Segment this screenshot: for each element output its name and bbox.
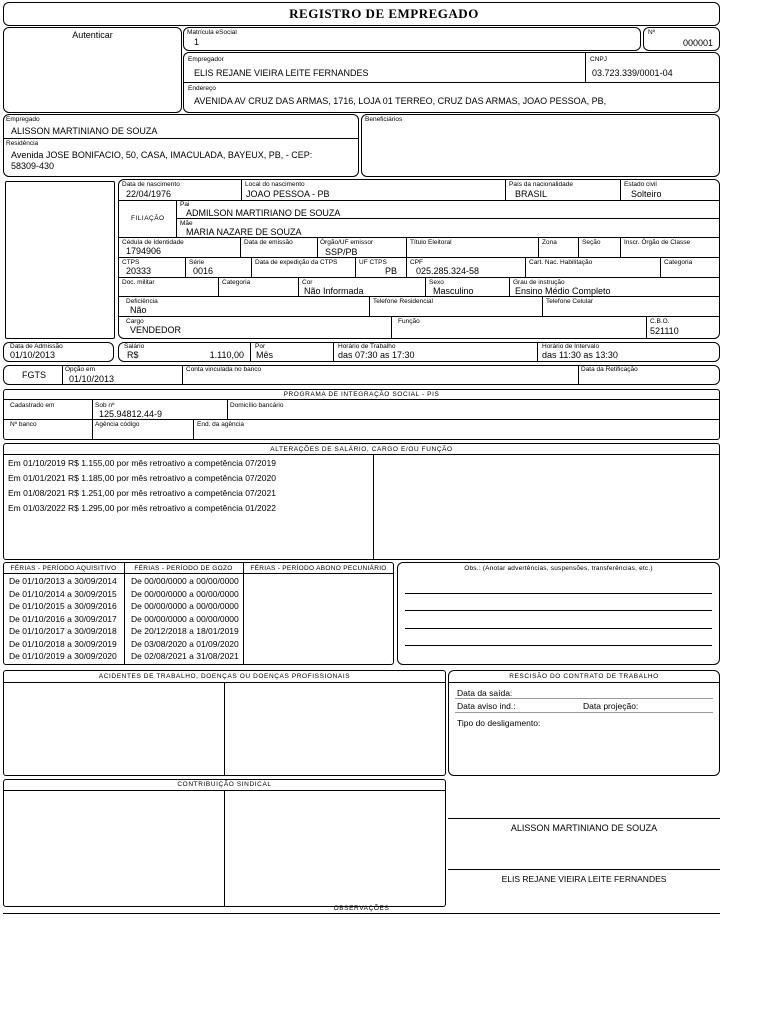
zona-label: Zona	[542, 239, 557, 246]
serie-label: Série	[189, 259, 205, 266]
uf-ctps-value: PB	[385, 266, 398, 276]
titulo-label: Título Eleitoral	[410, 239, 452, 246]
tel-cel-label: Telefone Celular	[546, 298, 593, 305]
obs-box	[397, 562, 720, 665]
sexo-label: Sexo	[429, 279, 444, 286]
ferias-aquisitivo-label: FÉRIAS - PERÍODO AQUISITIVO	[10, 565, 117, 572]
endereco-label: Endereço	[188, 85, 216, 92]
admissao-value: 01/10/2013	[10, 350, 56, 360]
grau-label: Grau de instrução	[513, 279, 565, 286]
ferias-aquisitivo-row: De 01/10/2016 a 30/09/2017	[9, 614, 117, 624]
rescisao-title: RESCISÃO DO CONTRATO DE TRABALHO	[509, 673, 659, 680]
nbanco-label: Nº banco	[10, 421, 37, 428]
estado-civil-label: Estado civil	[624, 181, 657, 188]
sob-value: 125.94812.44-9	[99, 409, 163, 419]
cnh-label: Cart. Nac. Habilitação	[529, 259, 593, 266]
cbo-label: C.B.O.	[650, 318, 670, 325]
categoria-label: Categoria	[664, 259, 693, 266]
horario-value: das 07:30 as 17:30	[338, 350, 415, 360]
local-nasc-label: Local do nascimento	[245, 181, 305, 188]
opcao-label: Opção em	[65, 366, 95, 373]
ferias-aquisitivo-row: De 01/10/2014 a 30/09/2015	[9, 589, 117, 599]
observacoes-title: OBSERVAÇÕES	[333, 905, 390, 912]
pais-label: País da nacionalidade	[509, 181, 573, 188]
sob-label: Sob nº	[95, 402, 115, 409]
matricula-box	[183, 27, 641, 51]
local-nasc-value: JOAO PESSOA - PB	[246, 189, 330, 199]
moeda-value: R$	[127, 350, 139, 360]
rg-value: 1794906	[126, 246, 162, 256]
orgao-label: Órgão/UF emissor	[320, 239, 374, 246]
autenticar-label: Autenticar	[72, 30, 113, 40]
residencia-label: Residência	[6, 140, 39, 147]
alteracoes-title: ALTERAÇÕES DE SALÁRIO, CARGO E/OU FUNÇÃO	[270, 446, 453, 453]
matricula-label: Matrícula eSocial	[187, 29, 237, 36]
emissao-label: Data de emissão	[244, 239, 293, 246]
contribuicao-title: CONTRIBUIÇÃO SINDICAL	[177, 781, 272, 788]
ferias-gozo-row: De 03/08/2020 a 01/09/2020	[131, 639, 239, 649]
orgao-value: SSP/PB	[325, 247, 358, 257]
deficiencia-label: Deficiência	[126, 298, 158, 305]
alteracao-row: Em 01/08/2021 R$ 1.251,00 por mês retroativo a competência 07/2021	[8, 488, 276, 498]
ferias-aquisitivo-row: De 01/10/2018 a 30/09/2019	[9, 639, 117, 649]
ferias-aquisitivo-row: De 01/10/2015 a 30/09/2016	[9, 601, 117, 611]
cor-value: Não Informada	[304, 286, 364, 296]
intervalo-label: Horário de Intervalo	[542, 343, 600, 350]
pai-label: Pai	[180, 201, 190, 208]
categoria2-label: Categoria	[222, 279, 251, 286]
empregado-value: ALISSON MARTINIANO DE SOUZA	[11, 126, 158, 136]
uf-ctps-label: UF CTPS	[359, 259, 387, 266]
tel-res-label: Telefone Residencial	[373, 298, 433, 305]
intervalo-value: das 11:30 as 13:30	[542, 350, 618, 360]
beneficiarios-label: Beneficiários	[365, 116, 403, 123]
ferias-gozo-row: De 00/00/0000 a 00/00/0000	[131, 601, 239, 611]
photo-box	[5, 181, 115, 339]
nasc-label: Data de nascimento	[122, 181, 180, 188]
beneficiarios-box	[361, 114, 720, 177]
ferias-gozo-row: De 00/00/0000 a 00/00/0000	[131, 614, 239, 624]
rescisao-aviso-label: Data aviso ind.:	[457, 701, 516, 711]
exp-ctps-label: Data de expedição da CTPS	[255, 259, 338, 266]
opcao-value: 01/10/2013	[69, 374, 115, 384]
empregado-label: Empregado	[6, 116, 40, 123]
inscr-label: Inscr. Órgão de Classe	[624, 239, 691, 246]
cpf-value: 025.285.324-58	[416, 266, 480, 276]
ferias-aquisitivo-row: De 01/10/2013 a 30/09/2014	[9, 576, 117, 586]
ferias-aquisitivo-row: De 01/10/2019 a 30/09/2020	[9, 651, 117, 661]
page-title: REGISTRO DE EMPREGADO	[289, 6, 479, 21]
alteracao-row: Em 01/03/2022 R$ 1.295,00 por mês retroativo a competência 01/2022	[8, 503, 276, 513]
ferias-aquisitivo-row: De 01/10/2017 a 30/09/2018	[9, 626, 117, 636]
por-label: Por	[255, 343, 266, 350]
por-value: Mês	[256, 350, 274, 360]
cargo-value: VENDEDOR	[130, 325, 182, 335]
ctps-label: CTPS	[122, 259, 140, 266]
empregador-value: ELIS REJANE VIEIRA LEITE FERNANDES	[194, 68, 369, 78]
numero-label: Nº	[648, 29, 656, 36]
retificacao-label: Data da Retificação	[581, 366, 638, 373]
horario-label: Horário de Trabalho	[338, 343, 396, 350]
rescisao-saida-label: Data da saída:	[457, 688, 513, 698]
cnpj-label: CNPJ	[590, 56, 607, 63]
funcao-label: Função	[398, 318, 420, 325]
ferias-gozo-row: De 00/00/0000 a 00/00/0000	[131, 576, 239, 586]
ctps-value: 20333	[126, 266, 152, 276]
grau-value: Ensino Médio Completo	[515, 286, 611, 296]
ferias-gozo-label: FÉRIAS - PERÍODO DE GOZO	[134, 565, 233, 572]
nasc-value: 22/04/1976	[126, 189, 172, 199]
acidentes-title: ACIDENTES DE TRABALHO, DOENÇAS OU DOENÇAS PROFISSIONAIS	[98, 673, 351, 680]
matricula-value: 1	[194, 37, 200, 47]
pis-title: PROGRAMA DE INTEGRAÇÃO SOCIAL - PIS	[283, 391, 440, 398]
sexo-value: Masculino	[433, 286, 474, 296]
cbo-value: 521110	[650, 326, 679, 336]
filiacao-label: FILIAÇÃO	[131, 215, 165, 222]
serie-value: 0016	[193, 266, 214, 276]
rescisao-projecao-label: Data projeção:	[583, 701, 639, 711]
pai-value: ADMILSON MARTIRIANO DE SOUZA	[186, 208, 341, 218]
fgts-label: FGTS	[22, 370, 46, 380]
cnpj-value: 03.723.339/0001-04	[592, 68, 673, 78]
end-agencia-label: End. da agência	[197, 421, 244, 428]
alteracao-row: Em 01/10/2019 R$ 1.155,00 por mês retroativo a competência 07/2019	[8, 458, 276, 468]
cpf-label: CPF	[410, 259, 423, 266]
deficiencia-value: Não	[130, 305, 147, 315]
cor-label: Cor	[302, 279, 313, 286]
admissao-label: Data de Admissão	[10, 343, 63, 350]
secao-label: Seção	[582, 239, 601, 246]
ferias-gozo-row: De 20/12/2018 a 18/01/2019	[131, 626, 239, 636]
signature-empregado: ALISSON MARTINIANO DE SOUZA	[510, 823, 658, 833]
rg-label: Cédula de Identidade	[122, 239, 184, 246]
residencia-line1: Avenida JOSE BONIFACIO, 50, CASA, IMACULADA, BAYEUX, PB, - CEP:	[11, 150, 313, 160]
numero-value: 000001	[682, 38, 713, 48]
signature-line-empregado	[448, 818, 720, 819]
residencia-line2: 58309-430	[11, 161, 55, 171]
mae-label: Mãe	[180, 220, 193, 227]
empregado-box	[3, 114, 359, 177]
alteracao-row: Em 01/01/2021 R$ 1.185,00 por mês retroativo a competência 07/2020	[8, 473, 276, 483]
conta-label: Conta vinculada no banco	[186, 366, 262, 373]
pais-value: BRASIL	[515, 189, 548, 199]
signature-empregador: ELIS REJANE VIEIRA LEITE FERNANDES	[501, 874, 667, 884]
estado-civil-value: Solteiro	[631, 189, 662, 199]
agencia-label: Agência código	[95, 421, 140, 428]
cadastrado-label: Cadastrado em	[10, 402, 55, 409]
salario-label: Salário	[124, 343, 145, 350]
salario-value: 1.110,00	[209, 350, 244, 360]
obs-label: Obs.: (Anotar advertências, suspensões, transferências, etc.)	[464, 565, 653, 572]
ferias-abono-label: FÉRIAS - PERÍODO ABONO PECUNIÁRIO	[250, 565, 387, 572]
endereco-value: AVENIDA AV CRUZ DAS ARMAS, 1716, LOJA 01 TERREO, CRUZ DAS ARMAS, JOAO PESSOA, PB,	[194, 96, 607, 106]
domicilio-label: Domicílio bancário	[230, 402, 284, 409]
doc-militar-label: Doc. militar	[122, 279, 155, 286]
cargo-label: Cargo	[126, 318, 144, 325]
ferias-gozo-row: De 02/08/2021 a 31/08/2021	[131, 651, 239, 661]
mae-value: MARIA NAZARE DE SOUZA	[186, 227, 302, 237]
ferias-gozo-row: De 00/00/0000 a 00/00/0000	[131, 589, 239, 599]
signature-line-empregador	[448, 869, 720, 870]
rescisao-tipo-label: Tipo do desligamento:	[457, 718, 541, 728]
empregador-label: Empregador	[188, 56, 224, 63]
